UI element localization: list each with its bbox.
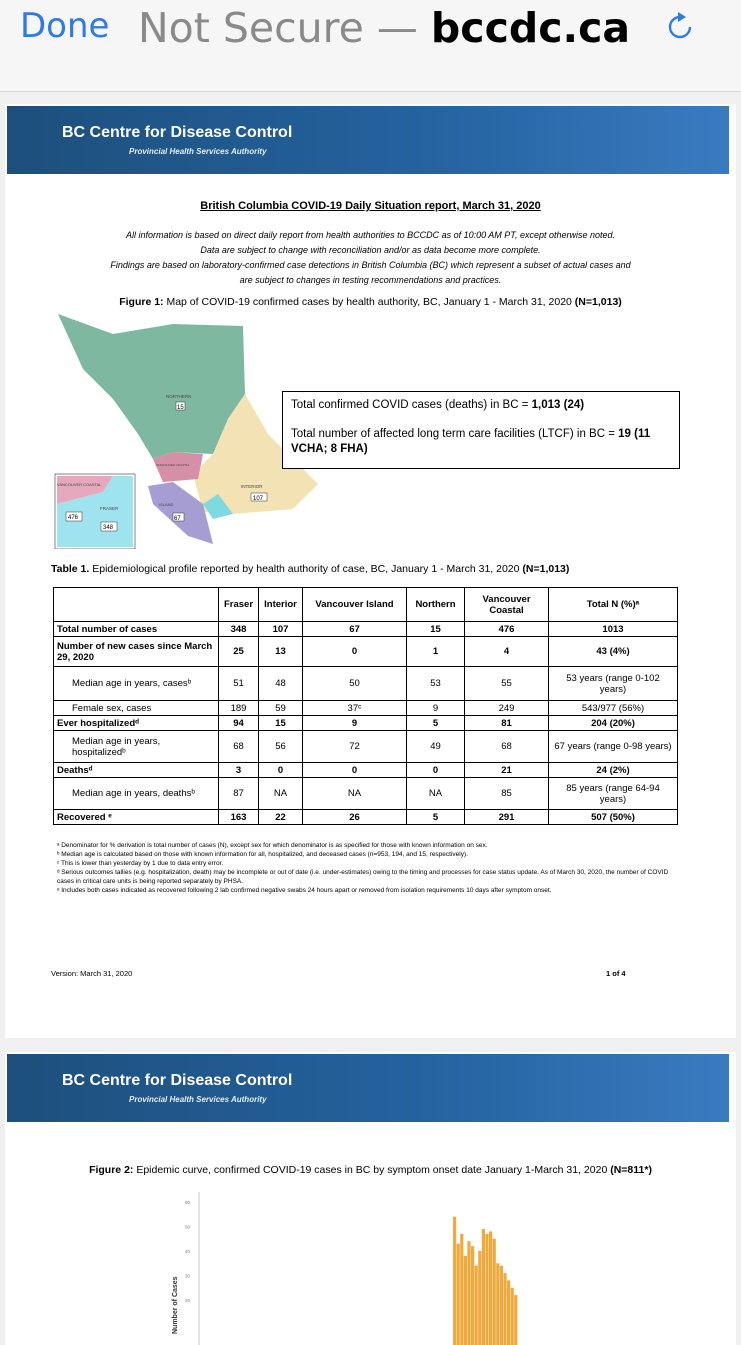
table-cell: 68 [465, 731, 549, 763]
table-cell: 0 [303, 763, 407, 778]
figure2-prefix: Figure 2: [89, 1164, 134, 1176]
footnote: ᵈ Serious outcomes tallies (e.g. hospitalization, death) may be incomplete or out of date (i.e. under-estimates) owing to the timing and processes for case status update. As of March 30, 2020, the number of COVID cases in critical care units is being reported separately by PHSA. [57, 869, 669, 885]
table-header-cell: Northern [407, 588, 465, 622]
table-cell: 53 years (range 0-102 years) [549, 667, 678, 701]
report-title: British Columbia COVID-19 Daily Situation report, March 31, 2020 [200, 200, 541, 212]
table-cell: 13 [259, 637, 303, 667]
report-intro [45, 228, 696, 288]
table-header-cell: Total N (%)ᵃ [549, 588, 678, 622]
table-cell: 5 [407, 810, 465, 825]
table-cell: 81 [465, 716, 549, 731]
curve-bar [453, 1217, 456, 1345]
row-label: Number of new cases since March 29, 2020 [54, 637, 219, 667]
y-tick-label: 60 [185, 1200, 191, 1205]
curve-bar [475, 1266, 478, 1345]
figure2-n: (N=811*) [610, 1164, 652, 1176]
figure1-caption [5, 296, 736, 308]
figure1-n: (N=1,013) [574, 296, 622, 308]
table-cell: 1013 [549, 622, 678, 637]
table-cell: 348 [219, 622, 259, 637]
curve-bar [489, 1231, 492, 1345]
intro-line: Findings are based on laboratory-confirmed case detections in British Columbia (BC) which represent a subset of actual cases and [110, 260, 631, 270]
y-tick-label: 40 [185, 1249, 191, 1254]
table-cell: 189 [219, 701, 259, 716]
map-count-vch: 476 [68, 515, 79, 521]
row-label: Ever hospitalizedᵈ [54, 716, 219, 731]
map-label-fraser: FRASER [100, 506, 119, 511]
case-summary-box [282, 391, 680, 469]
table-cell: 56 [259, 731, 303, 763]
table-cell: 87 [219, 778, 259, 810]
map-label-interior: INTERIOR [241, 484, 263, 489]
table-cell: 291 [465, 810, 549, 825]
row-label: Deathsᵈ [54, 763, 219, 778]
table-row [54, 763, 678, 778]
table-cell: NA [407, 778, 465, 810]
bccdc-banner [7, 1054, 729, 1122]
map-label-vch: VANCOUVER COASTAL [156, 463, 190, 467]
curve-bar [493, 1239, 496, 1345]
table-row [54, 731, 678, 763]
intro-line: All information is based on direct daily report from health authorities to BCCDC as of 10:00 AM PT, except otherwise noted. [125, 230, 616, 240]
version-label: Version: March 31, 2020 [51, 969, 133, 978]
curve-bar [457, 1244, 460, 1345]
banner-title: BC Centre for Disease Control [62, 124, 293, 141]
map-count-island: 67 [174, 516, 181, 522]
table-cell: 49 [407, 731, 465, 763]
ltcf-value: 19 (11 VCHA; 8 FHA) [291, 428, 651, 455]
table-cell: 94 [219, 716, 259, 731]
table-cell: 0 [303, 637, 407, 667]
bccdc-banner [7, 106, 729, 174]
y-tick-label: 50 [185, 1224, 191, 1230]
table-cell: 53 [407, 667, 465, 701]
url-separator: — [376, 4, 418, 52]
table-cell: 5 [407, 716, 465, 731]
table-cell: 15 [407, 622, 465, 637]
table-cell: 37ᶜ [303, 701, 407, 716]
table-cell: 85 years (range 64-94 years) [549, 778, 678, 810]
curve-bar [514, 1295, 517, 1345]
curve-bar [511, 1288, 514, 1345]
curve-bar [464, 1256, 467, 1345]
banner-title: BC Centre for Disease Control [62, 1072, 293, 1089]
table-cell: 59 [259, 701, 303, 716]
map-label-vch-inset: VANCOUVER COASTAL [57, 482, 102, 487]
curve-bar [507, 1280, 510, 1345]
banner-subtitle: Provincial Health Services Authority [129, 147, 267, 156]
table-cell: 24 (2%) [549, 763, 678, 778]
table-cell: 0 [259, 763, 303, 778]
row-label: Median age in years, deathsᵇ [54, 778, 219, 810]
table-cell: 22 [259, 810, 303, 825]
table-row [54, 716, 678, 731]
table-cell: 25 [219, 637, 259, 667]
table-cell: 15 [259, 716, 303, 731]
table-cell: 1 [407, 637, 465, 667]
table1-text: Epidemiological profile reported by health authority of case, BC, January 1 - March 31, 2020 [89, 563, 523, 575]
curve-bar [496, 1263, 499, 1345]
map-region-northern [58, 314, 245, 459]
footnote: ᵇ Median age is calculated based on those with known information for all, hospitalized, and deceased cases (n=953, 194, and 15, respectively). [57, 851, 468, 858]
table-cell: 204 (20%) [549, 716, 678, 731]
row-label: Total number of cases [54, 622, 219, 637]
figure2-text: Epidemic curve, confirmed COVID-19 cases in BC by symptom onset date January 1-March 31, 2020 [133, 1164, 611, 1176]
table-row [54, 667, 678, 701]
security-label: Not Secure [138, 4, 364, 52]
ltcf-text: Total number of affected long term care facilities (LTCF) in BC = [291, 428, 619, 440]
table-row [54, 778, 678, 810]
table-cell: 9 [407, 701, 465, 716]
intro-line: are subject to changes in testing recommendations and practices. [239, 275, 502, 285]
table-cell: 543/977 (56%) [549, 701, 678, 716]
table-cell: 21 [465, 763, 549, 778]
table-cell: 0 [407, 763, 465, 778]
table-cell: NA [303, 778, 407, 810]
curve-bar [478, 1251, 481, 1345]
table-row [54, 701, 678, 716]
figure1-prefix: Figure 1: [119, 296, 164, 308]
table-header-cell: Fraser [219, 588, 259, 622]
table-header-cell [54, 588, 219, 622]
table-cell: 26 [303, 810, 407, 825]
table1-prefix: Table 1. [51, 563, 90, 575]
table-footnotes [57, 841, 687, 895]
row-label: Female sex, cases [54, 701, 219, 716]
table-cell: 51 [219, 667, 259, 701]
map-label-island: ISLAND [159, 502, 174, 507]
table-cell: 4 [465, 637, 549, 667]
row-label: Median age in years, hospitalizedᵇ [54, 731, 219, 763]
epidemic-curve-chart [155, 1192, 575, 1345]
curve-bar [500, 1266, 503, 1345]
table-cell: 507 (50%) [549, 810, 678, 825]
table-cell: 67 [303, 622, 407, 637]
curve-bar [503, 1273, 506, 1345]
browser-toolbar [0, 0, 741, 92]
table-cell: 43 (4%) [549, 637, 678, 667]
map-count-northern: 15 [177, 405, 184, 411]
done-button[interactable]: Done [20, 6, 110, 46]
table-row [54, 810, 678, 825]
address-bar[interactable] [138, 4, 630, 52]
table-cell: 107 [259, 622, 303, 637]
curve-bar [467, 1241, 470, 1345]
table-header-cell: Interior [259, 588, 303, 622]
intro-line: Data are subject to change with reconciliation and/or as data become more complete. [200, 245, 541, 255]
table1-n: (N=1,013) [522, 563, 570, 575]
epi-profile-table [53, 587, 678, 825]
table-cell: 163 [219, 810, 259, 825]
footnote: ᵃ Denominator for % derivation is total number of cases (N), except sex for which denominator is as specified for those with known information on sex. [57, 842, 488, 849]
table-header-cell: Vancouver Coastal [465, 588, 549, 622]
figure1-text: Map of COVID-19 confirmed cases by health authority, BC, January 1 - March 31, 2020 [163, 296, 575, 308]
table-row [54, 637, 678, 667]
pdf-page-2 [5, 1052, 736, 1345]
table-cell: 50 [303, 667, 407, 701]
table1-caption [51, 563, 569, 575]
table-cell: 68 [219, 731, 259, 763]
table-cell: 9 [303, 716, 407, 731]
banner-subtitle: Provincial Health Services Authority [129, 1095, 267, 1104]
figure2-caption [5, 1164, 736, 1176]
chart-ylabel: Number of Cases [172, 1276, 179, 1334]
row-label: Recovered ᵉ [54, 810, 219, 825]
table-cell: 3 [219, 763, 259, 778]
map-count-interior: 107 [253, 496, 264, 502]
footnote: ᶜ This is lower than yesterday by 1 due to data entry error. [57, 860, 224, 867]
page-number: 1 of 4 [606, 969, 626, 978]
footnote: ᵉ Includes both cases indicated as recovered following 2 lab confirmed negative swabs 24 hours apart or removed from isolation requirements 10 days after symptom onset. [57, 887, 552, 894]
table-cell: 249 [465, 701, 549, 716]
table-header-cell: Vancouver Island [303, 588, 407, 622]
pdf-page-1 [5, 104, 736, 1038]
table-cell: 85 [465, 778, 549, 810]
row-label: Median age in years, casesᵇ [54, 667, 219, 701]
reload-icon[interactable] [664, 10, 696, 44]
table-cell: 476 [465, 622, 549, 637]
curve-bar [485, 1234, 488, 1345]
curve-bar [460, 1234, 463, 1345]
total-cases-text: Total confirmed COVID cases (deaths) in BC = [291, 399, 532, 411]
map-label-northern: NORTHERN [166, 394, 192, 399]
domain-label: bccdc.ca [430, 4, 631, 52]
y-tick-label: 20 [185, 1298, 191, 1303]
table-cell: 72 [303, 731, 407, 763]
table-cell: 55 [465, 667, 549, 701]
curve-bar [482, 1229, 485, 1345]
y-tick-label: 30 [185, 1273, 191, 1279]
map-count-fraser: 348 [103, 525, 114, 531]
total-cases-value: 1,013 (24) [531, 399, 585, 411]
table-cell: NA [259, 778, 303, 810]
table-cell: 48 [259, 667, 303, 701]
table-cell: 67 years (range 0-98 years) [549, 731, 678, 763]
map-region-vch [153, 452, 203, 482]
table-row [54, 622, 678, 637]
curve-bar [471, 1246, 474, 1345]
